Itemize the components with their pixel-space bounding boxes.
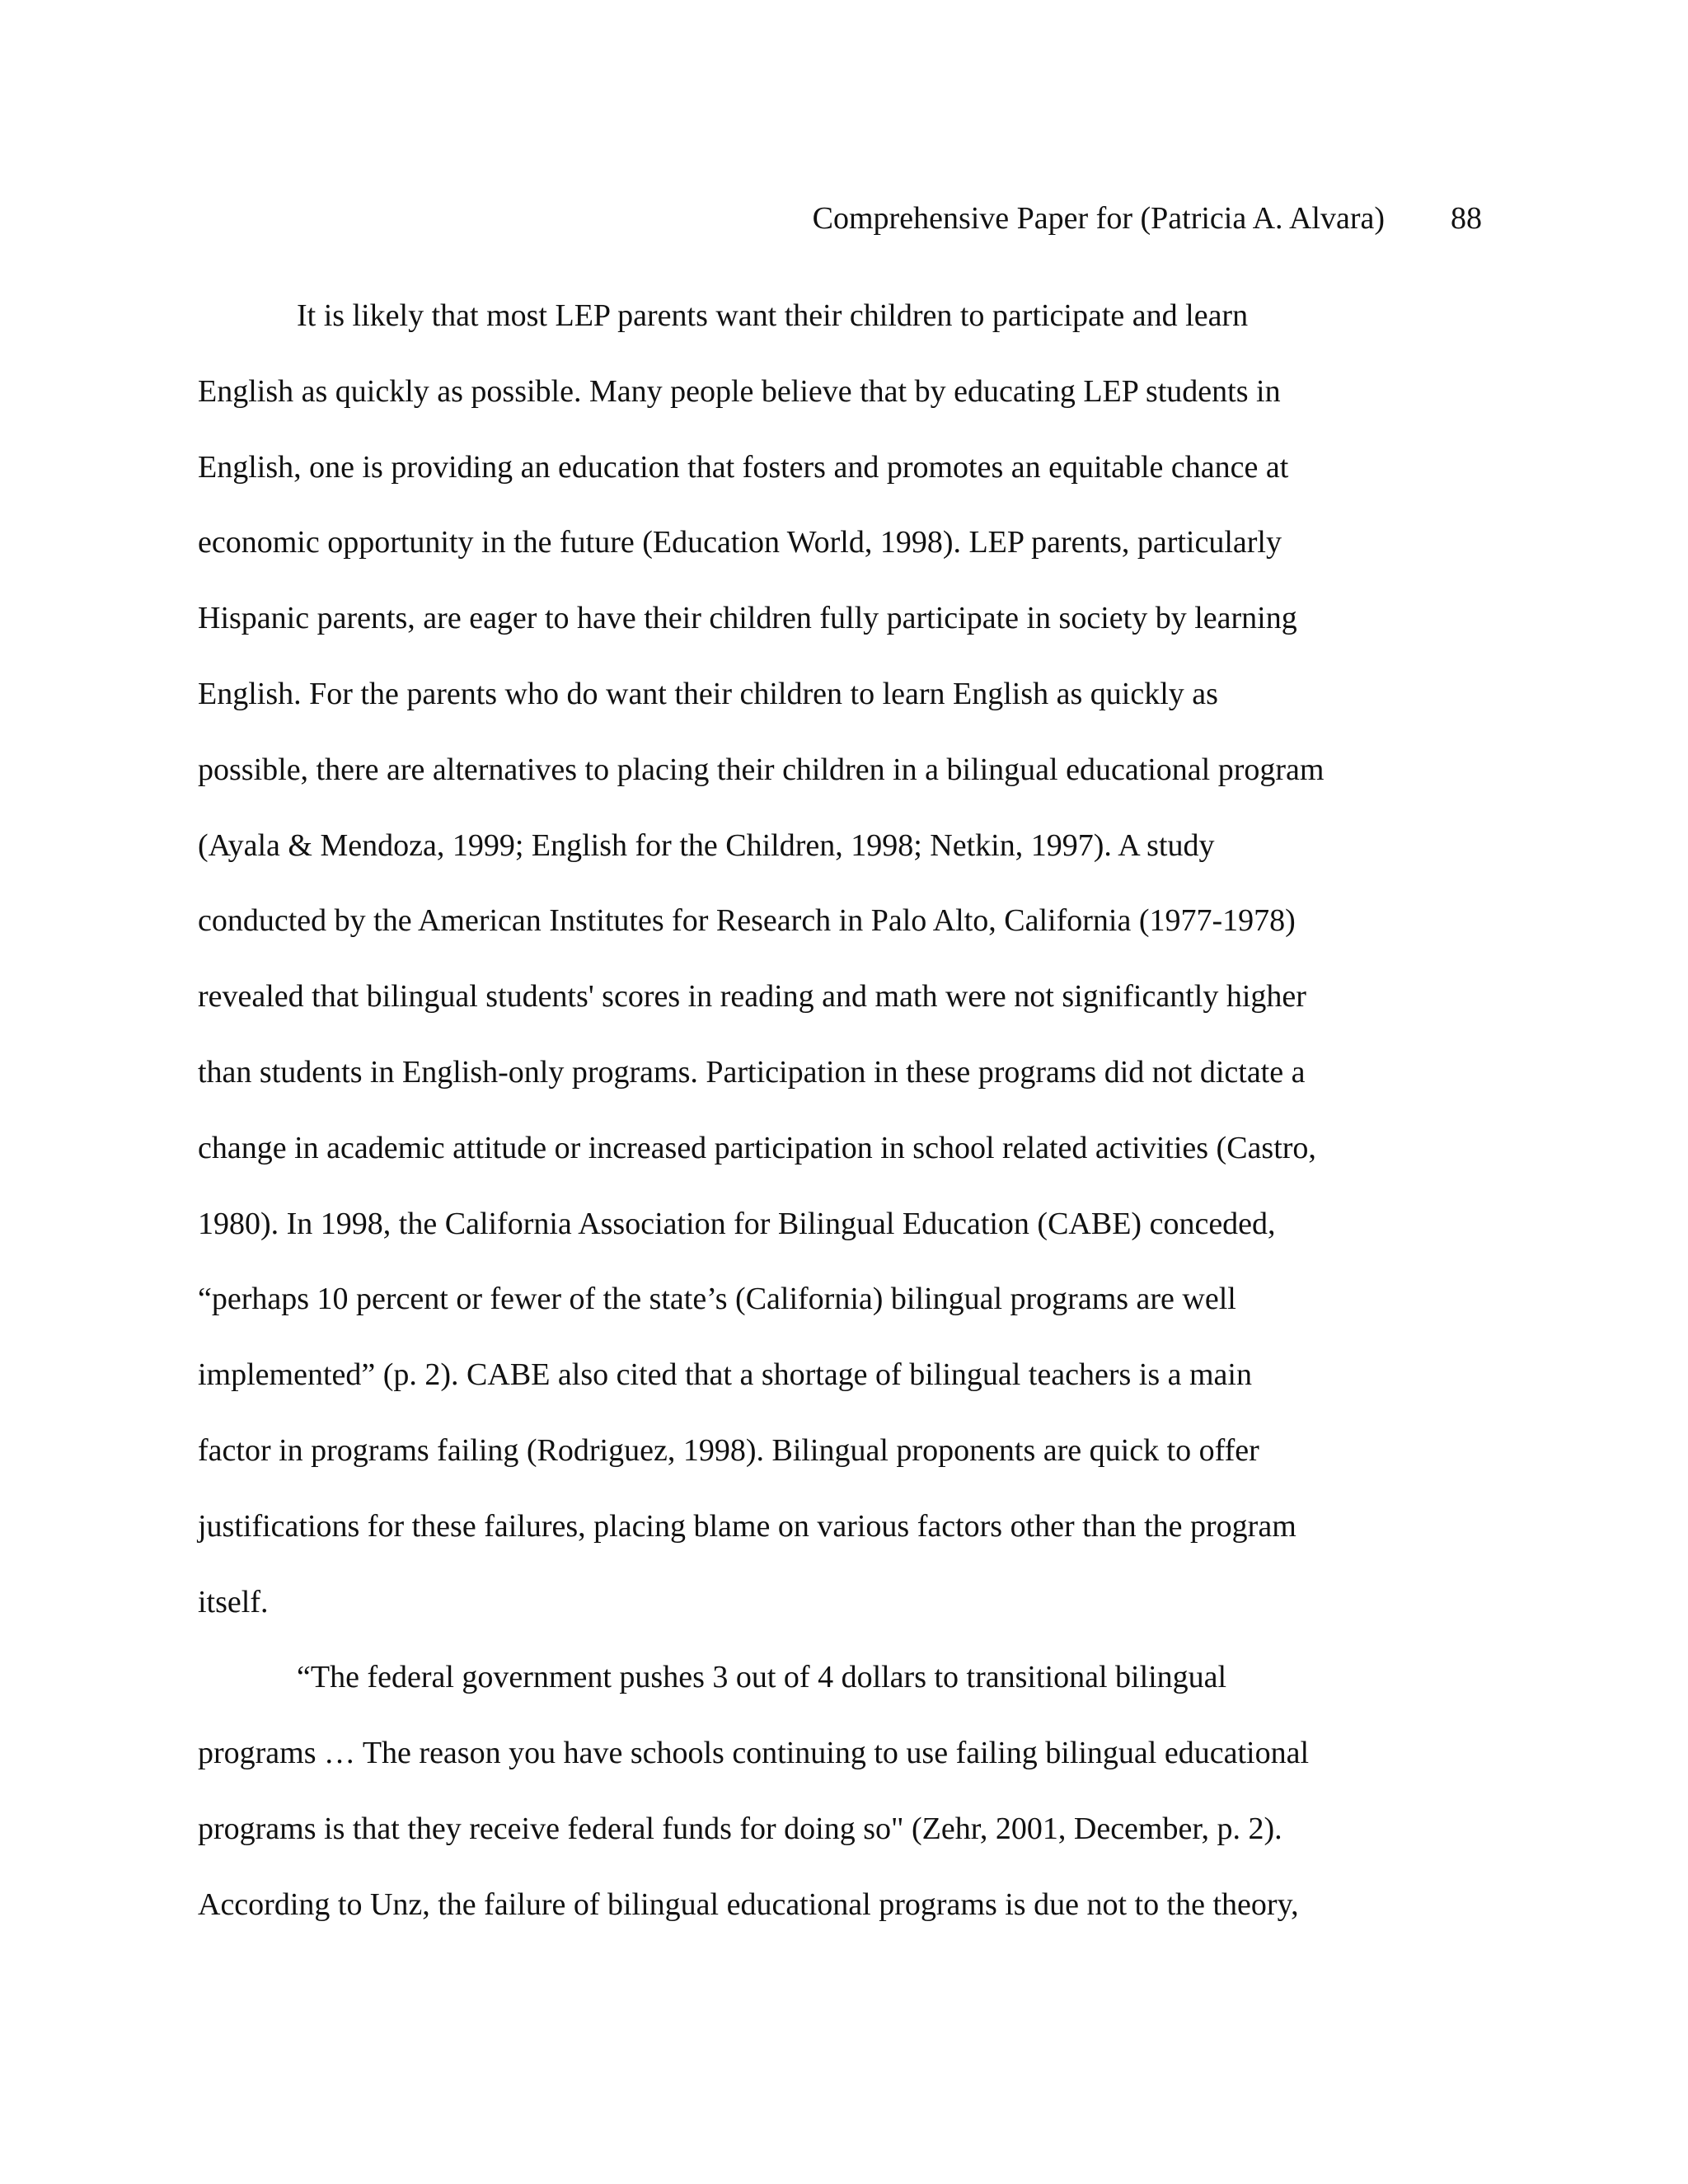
paragraph-1-line: revealed that bilingual students' scores in reading and math were not significantly higher (198, 979, 1306, 1015)
body-text (198, 293, 1451, 1957)
paragraph-1-line: English, one is providing an education that fosters and promotes an equitable chance at (198, 449, 1289, 485)
paragraph-1-line: factor in programs failing (Rodriguez, 1998). Bilingual proponents are quick to offer (198, 1432, 1259, 1468)
paragraph-1-line: English as quickly as possible. Many people believe that by educating LEP students in (198, 373, 1281, 409)
paragraph-1-line: conducted by the American Institutes for Research in Palo Alto, California (1977-1978) (198, 903, 1296, 939)
paragraph-1-line: It is likely that most LEP parents want their children to participate and learn (297, 298, 1249, 333)
paragraph-1-line: economic opportunity in the future (Education World, 1998). LEP parents, particularly (198, 525, 1282, 560)
paragraph-1-line: change in academic attitude or increased participation in school related activities (Castro, (198, 1130, 1316, 1165)
paragraph-1-line: Hispanic parents, are eager to have their children fully participate in society by learning (198, 601, 1297, 636)
paragraph-1-line: (Ayala & Mendoza, 1999; English for the Children, 1998; Netkin, 1997). A study (198, 827, 1215, 863)
paragraph-1-line: “perhaps 10 percent or fewer of the state’s (California) bilingual programs are well (198, 1282, 1236, 1317)
header-title: Comprehensive Paper for (Patricia A. Alvara) (812, 201, 1385, 236)
paragraph-1-line: itself. (198, 1584, 269, 1619)
paragraph-1-line: English. For the parents who do want their children to learn English as quickly as (198, 676, 1218, 711)
paragraph-1-line: 1980). In 1998, the California Association for Bilingual Education (CABE) conceded, (198, 1206, 1276, 1241)
paragraph-1-line: implemented” (p. 2). CABE also cited that a shortage of bilingual teachers is a main (198, 1357, 1252, 1393)
page-number: 88 (1451, 201, 1482, 236)
running-header (198, 194, 1482, 243)
paragraph-2-line: programs … The reason you have schools continuing to use failing bilingual educational (198, 1736, 1309, 1771)
paragraph-1-line: possible, there are alternatives to placing their children in a bilingual educational program (198, 752, 1325, 787)
paragraph-2-line: According to Unz, the failure of bilingual educational programs is due not to the theory, (198, 1886, 1299, 1922)
paragraph-1-line: than students in English-only programs. Participation in these programs did not dictate a (198, 1054, 1306, 1090)
paragraph-2-line: “The federal government pushes 3 out of 4 dollars to transitional bilingual (297, 1660, 1227, 1695)
paragraph-2-line: programs is that they receive federal funds for doing so" (Zehr, 2001, December, p. 2). (198, 1811, 1282, 1846)
paragraph-1-line: justifications for these failures, placing blame on various factors other than the program (198, 1508, 1296, 1544)
